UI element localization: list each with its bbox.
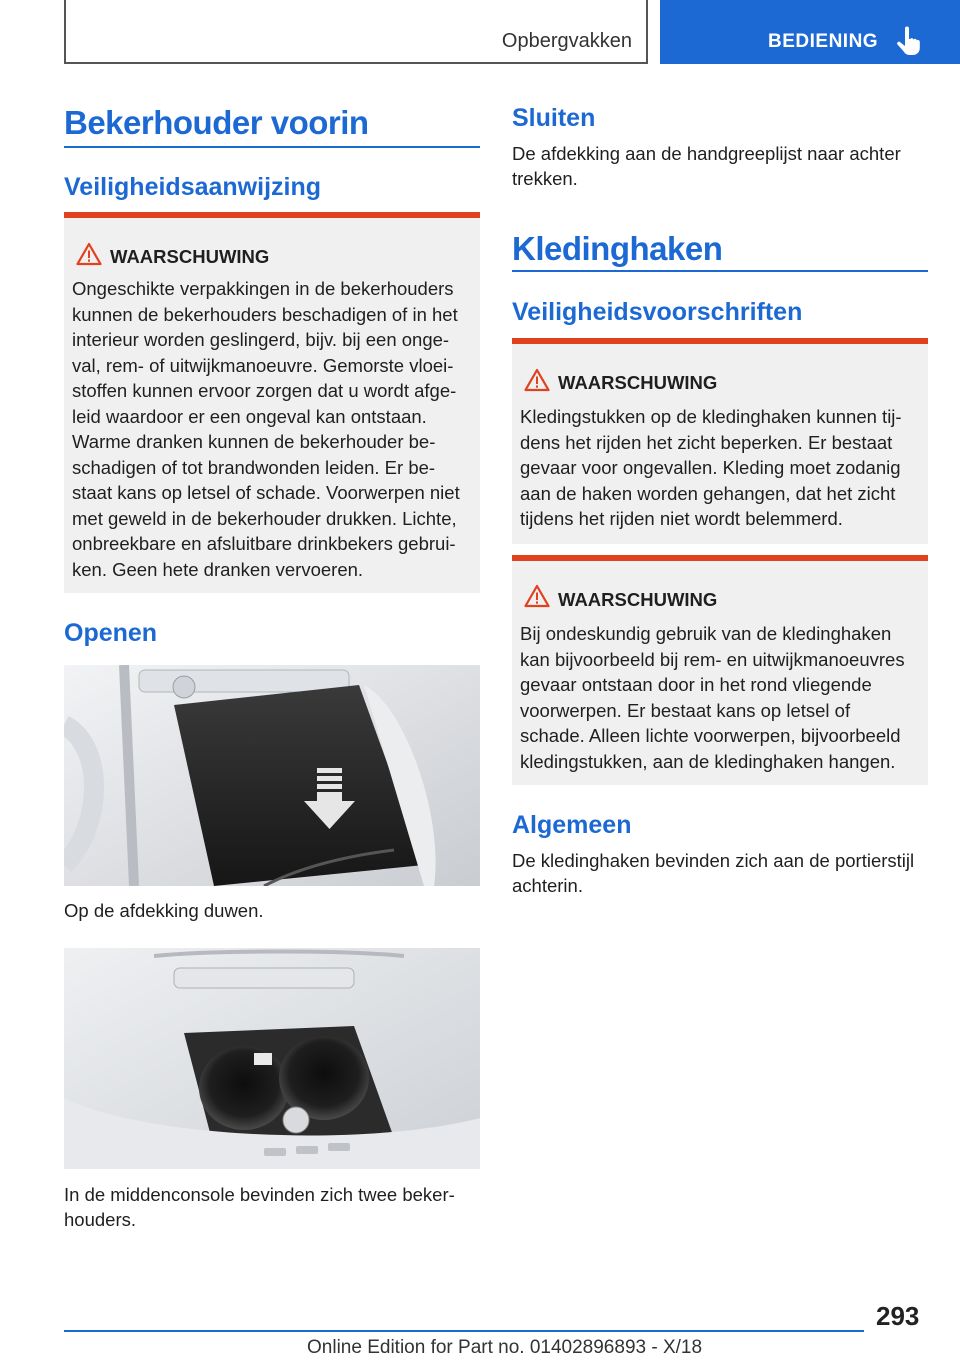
warning-triangle-icon <box>524 584 550 608</box>
section-title-kledinghaken: Kledinghaken <box>512 230 723 267</box>
section-title-bekerhouder: Bekerhouder voorin <box>64 104 369 141</box>
pointing-hand-icon <box>896 26 920 56</box>
caption-push-cover: Op de afdekking duwen. <box>64 900 264 921</box>
edition-footer: Online Edition for Part no. 01402896893 - X/18 <box>307 1337 703 1358</box>
close-heading: Sluiten <box>512 104 596 132</box>
footer-rule <box>64 1330 864 1332</box>
warning-label: WAARSCHUWING <box>558 372 718 393</box>
warning-triangle-icon <box>524 368 550 392</box>
warning-text: Ongeschikte verpakkingen in de bekerhouders kunnen de bekerhouders beschadigen of in het interieur worden geslingerd, bijv. bij een onge- val, rem- of uitwijkmanoeuvre. Gemorste vloei- stoffen kunnen ervoor zorgen dat u wordt afge- leid waardoor er een ongeval kan ontstaan. Warme dranken kunnen de bekerhouder be- schadigen of tot brandwonden leiden. Er be- staat kans op letsel of schade. Voorwerpen niet met geweld in de bekerhouder drukken. Lichte, onbreekbare en afsluitbare drinkbekers gebrui- ken. Geen hete dranken vervoeren. <box>72 278 460 580</box>
warning-label: WAARSCHUWING <box>558 589 718 610</box>
chapter-tab-label: BEDIENING <box>768 31 879 52</box>
open-heading: Openen <box>64 619 158 647</box>
warning-text: Bij ondeskundig gebruik van de kledinghaken kan bijvoorbeeld bij rem- en uitwijkmanoeuvres gevaar ontstaan door in het rond vliegende voorwerpen. Er bestaat kans op letsel of schade. Alleen lichte voorwerpen, bijvoorbeeld kledingstukken, aan de kledinghaken hangen. <box>520 623 905 772</box>
warning-box <box>512 338 928 544</box>
warning-box <box>64 212 480 593</box>
title-rule <box>512 270 928 272</box>
caption-cupholders: In de middenconsole bevinden zich twee beker- houders. <box>64 1184 455 1230</box>
title-rule <box>64 146 480 148</box>
safety-heading: Veiligheidsvoorschriften <box>512 298 803 326</box>
warning-triangle-icon <box>76 242 102 266</box>
warning-box <box>512 555 928 785</box>
warning-text: Kledingstukken op de kledinghaken kunnen tij- dens het rijden het zicht beperken. Er bestaat gevaar voor ongevallen. Kleding moet zodanig aan de haken worden gehangen, dat het zicht tijdens het rijden niet wordt belemmerd. <box>520 406 902 529</box>
close-text: De afdekking aan de handgreeplijst naar achter trekken. <box>512 143 901 189</box>
page-number: 293 <box>876 1301 920 1331</box>
chapter-tab[interactable] <box>660 0 960 64</box>
section-title: Opbergvakken <box>501 30 632 52</box>
safety-heading: Veiligheidsaanwijzing <box>64 173 322 201</box>
header-section-box <box>64 0 648 64</box>
warning-label: WAARSCHUWING <box>110 246 270 267</box>
cupholder-cover-photo <box>64 665 480 886</box>
general-heading: Algemeen <box>512 811 632 839</box>
open-cupholders-photo <box>64 948 480 1169</box>
general-text: De kledinghaken bevinden zich aan de portierstijl achterin. <box>512 850 915 896</box>
